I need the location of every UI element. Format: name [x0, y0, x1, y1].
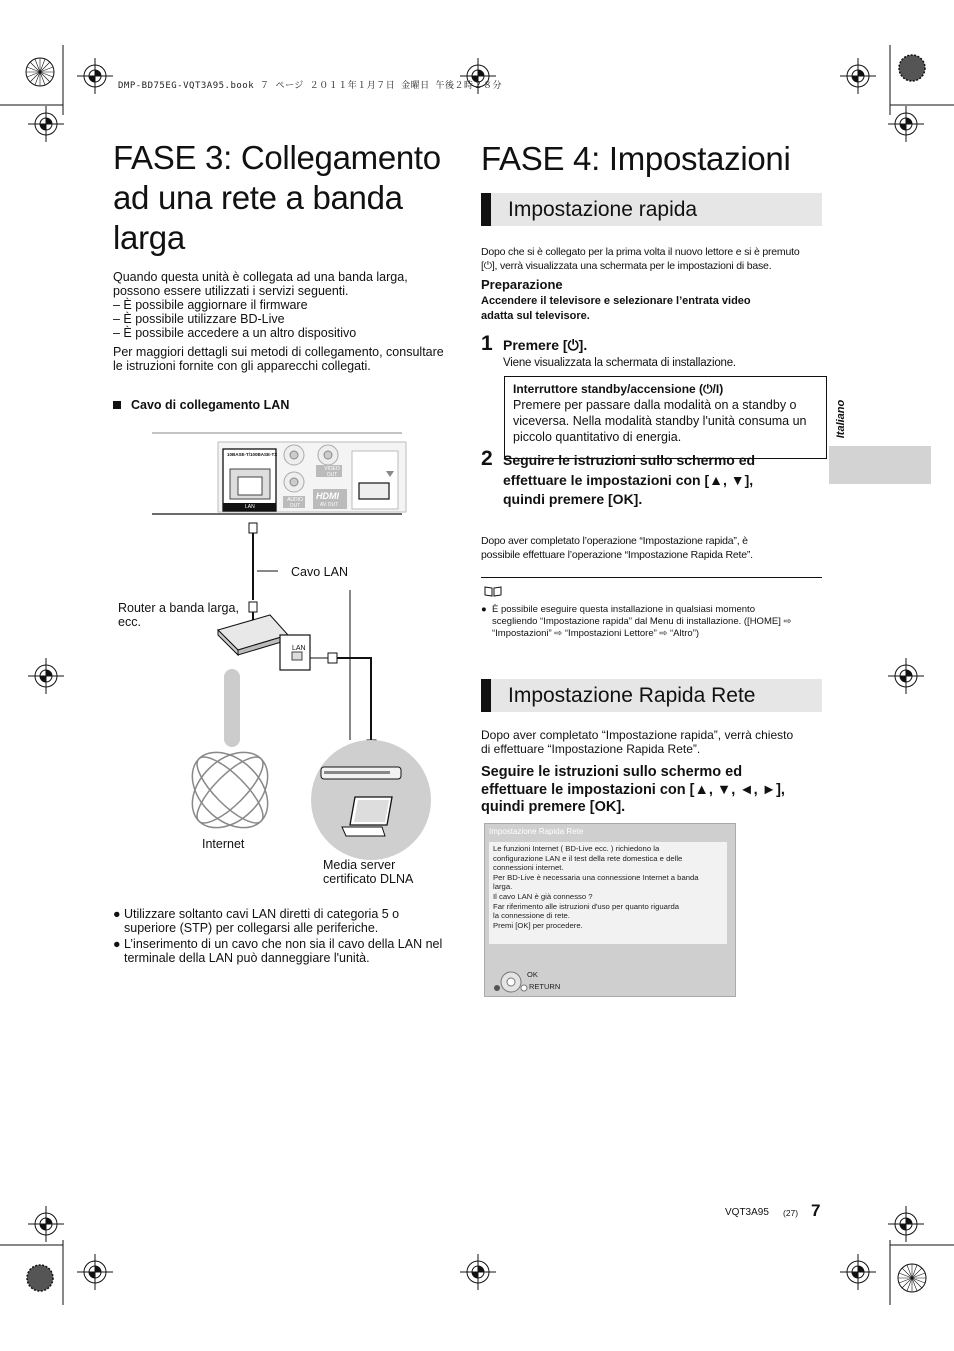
cable-label: Cavo LAN: [291, 565, 348, 579]
divider: [481, 577, 822, 578]
right-title: FASE 4: Impostazioni: [481, 140, 791, 177]
step-1-number: 1: [481, 332, 493, 355]
cable-heading: [113, 398, 289, 412]
intro-line: – È possibile utilizzare BD-Live: [113, 312, 285, 326]
note-book-icon: [484, 586, 502, 597]
media-label-line: certificato DLNA: [323, 872, 414, 886]
bullet-icon: ●: [113, 907, 121, 921]
prep-label: Preparazione: [481, 277, 563, 292]
router-label: [118, 601, 239, 629]
screen-return-label: RETURN: [529, 982, 561, 991]
step-2-line: effettuare le impostazioni con [▲, ▼],: [503, 471, 754, 488]
language-tab-text: Italiano: [835, 399, 847, 439]
tv-screen-mockup: [484, 823, 736, 997]
step-1-text: Premere [⏻].: [503, 337, 588, 353]
heading-marker: [481, 679, 491, 712]
network-setup-instructions: [481, 764, 785, 817]
language-tab: [829, 446, 931, 484]
note-line: “Impostazioni” ⇨ “Impostazioni Lettore” ⇨ “Altro”): [492, 628, 700, 639]
instr-line: Seguire le istruzioni sullo schermo ed: [481, 764, 743, 780]
quick-setup-note: [481, 604, 826, 640]
hdmi-logo: HDMI: [316, 491, 339, 501]
intro-line: Dopo che si è collegato per la prima volta il nuovo lettore e si è premuto: [481, 246, 800, 258]
after-line: Dopo aver completato l’operazione “Impostazione rapida”, è: [481, 535, 748, 547]
footer-code: VQT3A95: [725, 1207, 769, 1218]
heading-marker: [481, 193, 491, 226]
note-line: Utilizzare soltanto cavi LAN diretti di categoria 5 o: [124, 907, 400, 921]
screen-ok-label: OK: [527, 970, 538, 979]
note-item: [113, 937, 458, 965]
step-2-line: Seguire le istruzioni sullo schermo ed: [503, 452, 756, 468]
intro-line: Quando questa unità è collegata ad una banda larga,: [113, 270, 408, 284]
prep-line: Accendere il televisore e selezionare l’entrata video: [481, 295, 751, 307]
standby-info-box: [504, 376, 827, 459]
box-line: viceversa. Nella modalità standby l'unità consuma un: [513, 414, 807, 428]
screen-title: Impostazione Rapida Rete: [489, 827, 584, 836]
instr-line: quindi premere [OK].: [481, 799, 626, 815]
after-quick-setup: [481, 535, 753, 562]
media-server-label: [323, 858, 413, 886]
intro-line: Dopo aver completato “Impostazione rapida”, verrà chiesto: [481, 728, 794, 742]
note-line: terminale della LAN può danneggiare l'unità.: [124, 951, 370, 965]
step-2-number: 2: [481, 447, 493, 470]
after-line: possibile effettuare l’operazione “Impostazione Rapida Rete”.: [481, 548, 753, 561]
left-title-line: FASE 3: Collegamento: [113, 139, 441, 176]
step-1-sub: Viene visualizzata la schermata di installazione.: [503, 357, 736, 369]
footer-sub: (27): [783, 1208, 799, 1218]
connection-diagram: [110, 425, 460, 895]
lan-port-caption: 10BASE-T/100BASE-TX: [227, 452, 278, 457]
language-tab-label: [834, 396, 848, 444]
page-number: 7: [811, 1201, 821, 1220]
instr-line: effettuare le impostazioni con [▲, ▼, ◄, ►],: [481, 781, 785, 798]
router-label-line: ecc.: [118, 615, 141, 629]
internet-label: Internet: [202, 837, 245, 851]
intro-line: possono essere utilizzati i servizi seguenti.: [113, 284, 349, 298]
step-2-text: [503, 451, 755, 510]
section-heading-network-setup: [481, 679, 822, 712]
left-title-line: larga: [113, 219, 185, 256]
box-text: [513, 397, 818, 445]
network-setup-intro: [481, 728, 793, 756]
note-line: L’inserimento di un cavo che non sia il cavo della LAN nel: [124, 937, 443, 951]
note-line: scegliendo “Impostazione rapida” dal Menu di installazione. ([HOME] ⇨: [492, 616, 792, 627]
left-intro: [113, 270, 408, 340]
prep-text: [481, 294, 751, 323]
lan-port-label: LAN: [245, 504, 255, 510]
box-line: piccolo quantitativo di energia.: [513, 430, 682, 444]
video-out-label: VIDEO OUT: [324, 466, 340, 478]
section-heading-text: Impostazione Rapida Rete: [508, 684, 756, 707]
intro-line: di effettuare “Impostazione Rapida Rete”.: [481, 742, 701, 756]
note-line: È possibile eseguire questa installazione in qualsiasi momento: [492, 604, 755, 615]
cable-heading-text: Cavo di collegamento LAN: [131, 398, 290, 412]
intro-line: – È possibile accedere a un altro dispositivo: [113, 326, 357, 340]
audio-out-label: AUDIO OUT: [287, 497, 303, 509]
box-title: Interruttore standby/accensione (⏻/I): [513, 382, 724, 396]
step-2-line: quindi premere [OK].: [503, 491, 643, 507]
left-title-line: ad una rete a banda: [113, 179, 403, 216]
router-lan-label: LAN: [292, 645, 306, 652]
note-item: [113, 907, 458, 935]
router-label-line: Router a banda larga,: [118, 601, 239, 615]
bullet-icon: ●: [113, 937, 121, 951]
av-out-label: AV OUT: [320, 502, 339, 508]
section-heading-quick-setup: [481, 193, 822, 226]
media-label-line: Media server: [323, 858, 396, 872]
note-line: superiore (STP) per collegarsi alle periferiche.: [124, 921, 379, 935]
details-line: Per maggiori dettagli sui metodi di collegamento, consultare: [113, 345, 444, 359]
book-info-line: DMP-BD75EG-VQT3A95.book ７ ページ ２０１１年１月７日 金曜日 午後２時２８分: [118, 81, 503, 91]
box-line: Premere per passare dalla modalità on a standby o: [513, 398, 797, 412]
quick-setup-intro: [481, 246, 799, 273]
square-bullet-icon: [113, 401, 121, 409]
intro-line: [⏻], verrà visualizzata una schermata per le impostazioni di base.: [481, 259, 772, 272]
left-details: [113, 345, 444, 373]
prep-line: adatta sul televisore.: [481, 309, 590, 322]
details-line: le istruzioni fornite con gli apparecchi collegati.: [113, 359, 371, 373]
left-title: [113, 138, 441, 258]
section-heading-text: Impostazione rapida: [508, 198, 698, 221]
left-notes: [113, 907, 458, 965]
intro-line: – È possibile aggiornare il firmware: [113, 298, 308, 312]
bullet-icon: ●: [481, 604, 487, 615]
screen-message: Le funzioni Internet ( BD-Live ecc. ) richiedono la configurazione LAN e il test della rete domestica e delle connessioni internet. Per BD-Live è necessaria una connessione Internet a banda larga. Il cavo LAN è già connesso ? Far riferimento alle istruzioni d'uso per quanto riguarda la connessione di rete. Premi [OK] per procedere.: [493, 844, 699, 930]
